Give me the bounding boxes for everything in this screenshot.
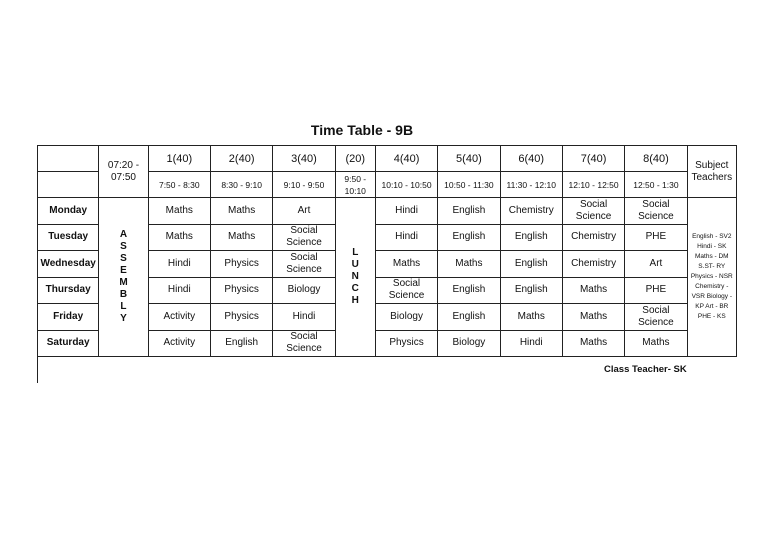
subject-teacher-entry: PHE - KS	[697, 313, 726, 320]
subject-cell: Social Science	[273, 251, 335, 278]
subject-cell: Maths	[375, 251, 437, 278]
subject-cell: PHE	[625, 277, 687, 304]
day-label: Monday	[38, 198, 99, 225]
subject-cell: Physics	[375, 330, 437, 357]
subject-teacher-entry: Hindi - SK	[697, 243, 727, 250]
assembly-letter: E	[120, 265, 127, 276]
subject-cell: Maths	[438, 251, 500, 278]
header-row	[38, 146, 737, 172]
subject-cell: Hindi	[148, 251, 210, 278]
subject-cell: Physics	[210, 277, 272, 304]
subject-cell: Maths	[562, 330, 624, 357]
period-label: 5(40)	[438, 146, 500, 172]
subject-cell: Art	[273, 198, 335, 225]
subject-cell: Chemistry	[562, 224, 624, 251]
period-time: 9:10 - 9:50	[273, 172, 335, 198]
assembly-letter: Y	[120, 313, 127, 324]
subject-cell: Activity	[148, 330, 210, 357]
subject-cell: Physics	[210, 251, 272, 278]
assembly-time-cell: 07:20 - 07:50	[99, 146, 148, 198]
lunch-period-label: (20)	[335, 146, 375, 172]
subject-cell: Biology	[438, 330, 500, 357]
period-label: 7(40)	[562, 146, 624, 172]
subject-cell: Chemistry	[500, 198, 562, 225]
subject-teacher-entry: Chemistry -	[695, 283, 729, 290]
subject-cell: Maths	[148, 198, 210, 225]
period-time: 10:10 - 10:50	[375, 172, 437, 198]
lunch-letter: C	[351, 283, 359, 294]
subject-teacher-entry: Maths - DM	[695, 253, 729, 260]
lunch-letter: U	[351, 259, 359, 270]
period-label: 3(40)	[273, 146, 335, 172]
subject-cell: Maths	[148, 224, 210, 251]
period-time: 12:10 - 12:50	[562, 172, 624, 198]
subject-cell: Social Science	[273, 330, 335, 357]
day-label: Saturday	[38, 330, 99, 357]
period-label: 4(40)	[375, 146, 437, 172]
subject-cell: Activity	[148, 304, 210, 331]
assembly-letter: S	[120, 241, 127, 252]
subject-teacher-entry: KP Art - BR	[695, 303, 729, 310]
subject-teacher-entry: VSR Biology -	[691, 293, 733, 300]
subject-teacher-entry: Physics - NSR	[690, 273, 733, 280]
timetable-body	[38, 146, 737, 357]
assembly-letter: M	[119, 277, 128, 288]
subject-cell: Maths	[210, 198, 272, 225]
subject-cell: Maths	[500, 304, 562, 331]
footer-divider	[37, 357, 38, 383]
subject-cell: English	[500, 251, 562, 278]
period-time: 11:30 - 12:10	[500, 172, 562, 198]
subject-cell: English	[438, 198, 500, 225]
blank-corner-cell	[38, 146, 99, 172]
subject-cell: Maths	[210, 224, 272, 251]
subject-cell: English	[500, 224, 562, 251]
subject-cell: Social Science	[273, 224, 335, 251]
period-label: 6(40)	[500, 146, 562, 172]
lunch-letter: N	[351, 271, 359, 282]
day-label: Tuesday	[38, 224, 99, 251]
assembly-letter: S	[120, 253, 127, 264]
subject-teachers-list	[687, 198, 736, 357]
timetable	[37, 145, 737, 357]
subject-teacher-entry: S.ST- RY	[698, 263, 726, 270]
subject-cell: Hindi	[148, 277, 210, 304]
subject-cell: Social Science	[375, 277, 437, 304]
subject-cell: Physics	[210, 304, 272, 331]
period-time: 12:50 - 1:30	[625, 172, 687, 198]
period-label: 2(40)	[210, 146, 272, 172]
day-row	[38, 198, 737, 225]
subject-cell: Maths	[562, 304, 624, 331]
lunch-letter: H	[351, 295, 359, 306]
subject-cell: Social Science	[625, 198, 687, 225]
subject-cell: English	[210, 330, 272, 357]
period-time: 7:50 - 8:30	[148, 172, 210, 198]
subject-cell: Hindi	[500, 330, 562, 357]
period-label: 1(40)	[148, 146, 210, 172]
subject-cell: Hindi	[375, 224, 437, 251]
page-title: Time Table - 9B	[310, 122, 414, 138]
subject-cell: Chemistry	[562, 251, 624, 278]
subject-cell: Biology	[375, 304, 437, 331]
subject-cell: Maths	[625, 330, 687, 357]
subject-cell: English	[438, 224, 500, 251]
lunch-letter: L	[352, 247, 359, 258]
subject-cell: English	[438, 277, 500, 304]
assembly-letter: L	[120, 301, 127, 312]
subject-cell: Social Science	[562, 198, 624, 225]
subject-cell: PHE	[625, 224, 687, 251]
day-label: Thursday	[38, 277, 99, 304]
subject-cell: English	[500, 277, 562, 304]
day-label: Friday	[38, 304, 99, 331]
blank-corner-cell	[38, 172, 99, 198]
period-label: 8(40)	[625, 146, 687, 172]
subject-cell: Biology	[273, 277, 335, 304]
subject-cell: Art	[625, 251, 687, 278]
assembly-letter: B	[119, 289, 128, 300]
class-teacher-label: Class Teacher- SK	[604, 364, 687, 375]
period-time: 10:50 - 11:30	[438, 172, 500, 198]
subject-teacher-entry: English - SV2	[692, 233, 732, 240]
subject-cell: Social Science	[625, 304, 687, 331]
lunch-time: 9:50 - 10:10	[335, 172, 375, 198]
subject-cell: Maths	[562, 277, 624, 304]
subject-teachers-header: Subject Teachers	[687, 146, 736, 198]
lunch-cell	[335, 198, 375, 357]
subject-cell: English	[438, 304, 500, 331]
period-time: 8:30 - 9:10	[210, 172, 272, 198]
assembly-letter: A	[119, 229, 128, 240]
subject-cell: Hindi	[273, 304, 335, 331]
assembly-cell	[99, 198, 148, 357]
day-label: Wednesday	[38, 251, 99, 278]
subject-cell: Hindi	[375, 198, 437, 225]
